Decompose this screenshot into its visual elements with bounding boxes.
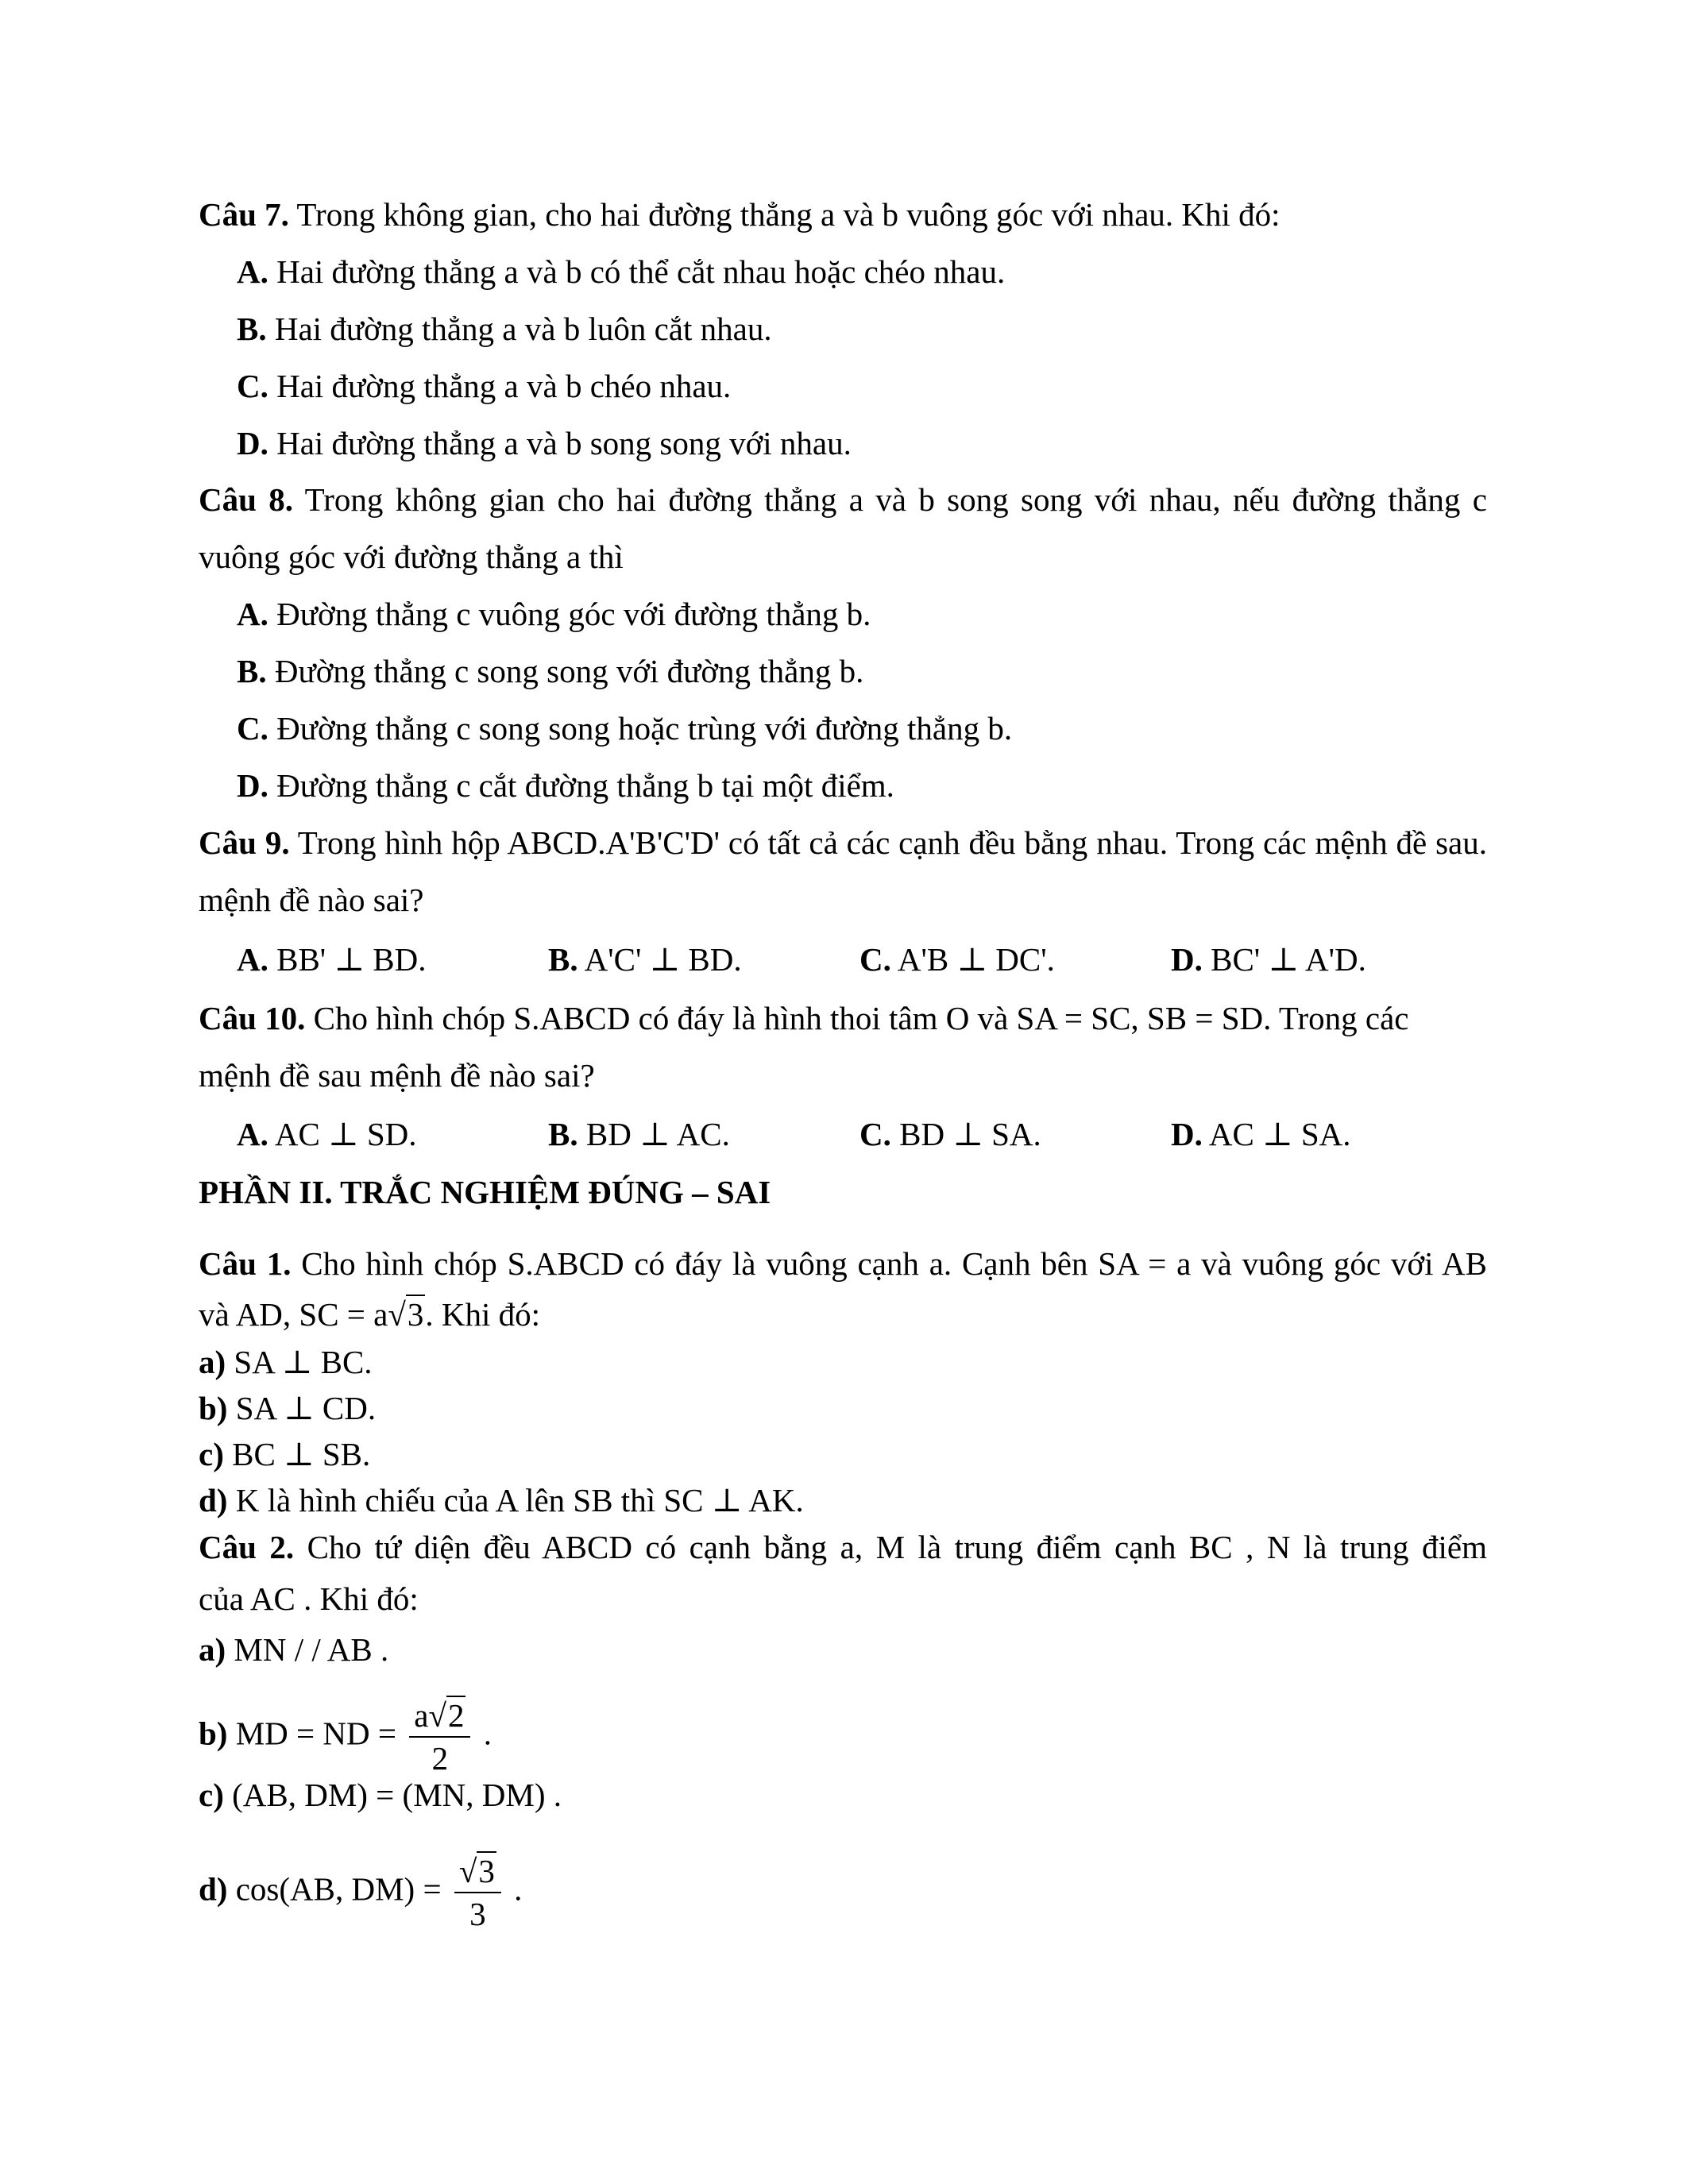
option-text: AC ⊥ SA. bbox=[1202, 1116, 1351, 1152]
option-text: BD ⊥ SA. bbox=[890, 1116, 1041, 1152]
section-heading: PHẦN II. TRẮC NGHIỆM ĐÚNG – SAI bbox=[199, 1174, 771, 1210]
option-text: A'B ⊥ DC'. bbox=[890, 941, 1055, 978]
numerator-coefficient: a bbox=[414, 1697, 429, 1734]
option-text: A'C' ⊥ BD. bbox=[577, 941, 742, 978]
question-label: Câu 8. bbox=[199, 481, 294, 518]
option-label: D. bbox=[237, 767, 268, 804]
question-7-stem bbox=[199, 195, 1487, 234]
option-text: Hai đường thẳng a và b chéo nhau. bbox=[268, 368, 732, 404]
question-label: Câu 2. bbox=[199, 1529, 295, 1565]
option-a bbox=[237, 594, 871, 634]
statement-text: cos(AB, DM) = bbox=[227, 1870, 450, 1908]
statement-label: a) bbox=[199, 1631, 226, 1668]
question-8-stem-line2: vuông góc với đường thẳng a thì bbox=[199, 538, 624, 575]
statement-c bbox=[199, 1775, 562, 1815]
option-a bbox=[237, 1114, 417, 1154]
statement-d bbox=[199, 1850, 522, 1935]
square-root: √3 bbox=[388, 1296, 424, 1333]
statement-b bbox=[199, 1388, 376, 1428]
question-text: Cho hình chóp S.ABCD có đáy là hình thoi tâm O và SA = SC, SB = SD. Trong các bbox=[305, 1000, 1409, 1036]
option-c bbox=[859, 940, 1055, 979]
option-text: Hai đường thẳng a và b có thể cắt nhau hoặc chéo nhau. bbox=[268, 253, 1006, 290]
option-label: D. bbox=[1171, 1116, 1203, 1152]
statement-c bbox=[199, 1434, 370, 1474]
statement-text: MN / / AB . bbox=[226, 1631, 389, 1668]
question-text: Trong không gian cho hai đường thẳng a và b song song với nhau, nếu đường thẳng c bbox=[293, 481, 1487, 518]
option-text: Hai đường thẳng a và b song song với nhau. bbox=[268, 425, 852, 461]
radicand: 3 bbox=[407, 1296, 424, 1333]
statement-text: BC ⊥ SB. bbox=[223, 1436, 371, 1472]
statement-label: b) bbox=[199, 1715, 228, 1752]
option-label: B. bbox=[548, 1116, 578, 1152]
statement-a bbox=[199, 1342, 373, 1382]
option-label: B. bbox=[237, 653, 267, 689]
statement-end: . bbox=[505, 1870, 523, 1908]
stem-text-end: . Khi đó: bbox=[425, 1296, 541, 1333]
fraction-numerator bbox=[454, 1850, 501, 1893]
question-10-stem-line1 bbox=[199, 998, 1408, 1038]
question-9-stem-line1 bbox=[199, 823, 1487, 862]
statement-text: (AB, DM) = (MN, DM) . bbox=[223, 1777, 562, 1813]
part2-question-2-stem-line2: của AC . Khi đó: bbox=[199, 1580, 419, 1617]
fraction-denominator: 2 bbox=[431, 1740, 449, 1777]
statement-label: d) bbox=[199, 1482, 228, 1518]
option-label: A. bbox=[237, 941, 268, 978]
statement-label: d) bbox=[199, 1870, 228, 1908]
option-text: BC' ⊥ A'D. bbox=[1202, 941, 1366, 978]
option-d bbox=[237, 766, 894, 805]
option-label: C. bbox=[859, 941, 891, 978]
option-text: Đường thẳng c vuông góc với đường thẳng b. bbox=[268, 596, 871, 632]
option-c bbox=[237, 366, 731, 406]
option-text: Hai đường thẳng a và b luôn cắt nhau. bbox=[266, 311, 772, 347]
option-b bbox=[237, 309, 772, 349]
statement-label: a) bbox=[199, 1344, 226, 1380]
option-label: D. bbox=[1171, 941, 1203, 978]
part2-question-1-stem-line2 bbox=[199, 1295, 540, 1334]
statement-label: c) bbox=[199, 1777, 224, 1813]
stem-text: và AD, SC = a bbox=[199, 1296, 388, 1333]
statement-label: c) bbox=[199, 1436, 224, 1472]
option-text: BB' ⊥ BD. bbox=[268, 941, 427, 978]
option-text: AC ⊥ SD. bbox=[268, 1116, 417, 1152]
statement-label: b) bbox=[199, 1390, 228, 1426]
radicand: 2 bbox=[447, 1697, 465, 1734]
question-label: Câu 9. bbox=[199, 824, 290, 861]
question-label: Câu 1. bbox=[199, 1245, 292, 1282]
option-text: Đường thẳng c song song hoặc trùng với đường thẳng b. bbox=[268, 710, 1013, 747]
question-text: Trong hình hộp ABCD.A'B'C'D' có tất cả các cạnh đều bằng nhau. Trong các mệnh đề sau. bbox=[289, 824, 1487, 861]
statement-end: . bbox=[475, 1715, 492, 1752]
question-8-stem-line1 bbox=[199, 480, 1487, 519]
option-label: C. bbox=[859, 1116, 891, 1152]
option-label: D. bbox=[237, 425, 268, 461]
question-text: Cho hình chóp S.ABCD có đáy là vuông cạnh a. Cạnh bên SA = a và vuông góc với AB bbox=[291, 1245, 1487, 1282]
statement-text: SA ⊥ BC. bbox=[226, 1344, 373, 1380]
radicand: 3 bbox=[478, 1853, 495, 1889]
option-b bbox=[548, 1114, 730, 1154]
option-c bbox=[237, 708, 1012, 748]
square-root: √2 bbox=[428, 1697, 465, 1734]
option-label: B. bbox=[548, 941, 578, 978]
option-text: Đường thẳng c song song với đường thẳng b. bbox=[266, 653, 864, 689]
fraction bbox=[409, 1695, 470, 1779]
part2-question-1-stem-line1 bbox=[199, 1244, 1487, 1283]
option-a bbox=[237, 940, 426, 979]
question-label: Câu 7. bbox=[199, 196, 289, 233]
option-d bbox=[1171, 1114, 1351, 1154]
question-text: Trong không gian, cho hai đường thẳng a và b vuông góc với nhau. Khi đó: bbox=[288, 196, 1280, 233]
option-label: C. bbox=[237, 710, 268, 747]
question-label: Câu 10. bbox=[199, 1000, 306, 1036]
option-label: C. bbox=[237, 368, 268, 404]
option-label: B. bbox=[237, 311, 267, 347]
fraction bbox=[454, 1850, 501, 1935]
option-text: BD ⊥ AC. bbox=[577, 1116, 730, 1152]
option-c bbox=[859, 1114, 1041, 1154]
option-b bbox=[237, 651, 863, 691]
option-text: Đường thẳng c cắt đường thẳng b tại một điểm. bbox=[268, 767, 894, 804]
option-d bbox=[237, 423, 852, 463]
statement-text: SA ⊥ CD. bbox=[227, 1390, 377, 1426]
statement-d bbox=[199, 1480, 804, 1520]
option-label: A. bbox=[237, 596, 268, 632]
square-root: √3 bbox=[458, 1853, 495, 1889]
option-d bbox=[1171, 940, 1366, 979]
statement-a bbox=[199, 1630, 388, 1669]
option-a bbox=[237, 252, 1005, 291]
question-10-stem-line2: mệnh đề sau mệnh đề nào sai? bbox=[199, 1057, 595, 1094]
option-label: A. bbox=[237, 253, 268, 290]
question-text: Cho tứ diện đều ABCD có cạnh bằng a, M là trung điểm cạnh BC , N là trung điểm bbox=[294, 1529, 1487, 1565]
statement-text: K là hình chiếu của A lên SB thì SC ⊥ AK. bbox=[227, 1482, 804, 1518]
part2-question-2-stem-line1 bbox=[199, 1527, 1487, 1567]
fraction-numerator bbox=[409, 1695, 470, 1738]
fraction-denominator: 3 bbox=[469, 1896, 486, 1932]
question-9-stem-line2: mệnh đề nào sai? bbox=[199, 882, 424, 918]
option-label: A. bbox=[237, 1116, 268, 1152]
statement-b bbox=[199, 1695, 492, 1779]
statement-text: MD = ND = bbox=[227, 1715, 405, 1752]
option-b bbox=[548, 940, 742, 979]
